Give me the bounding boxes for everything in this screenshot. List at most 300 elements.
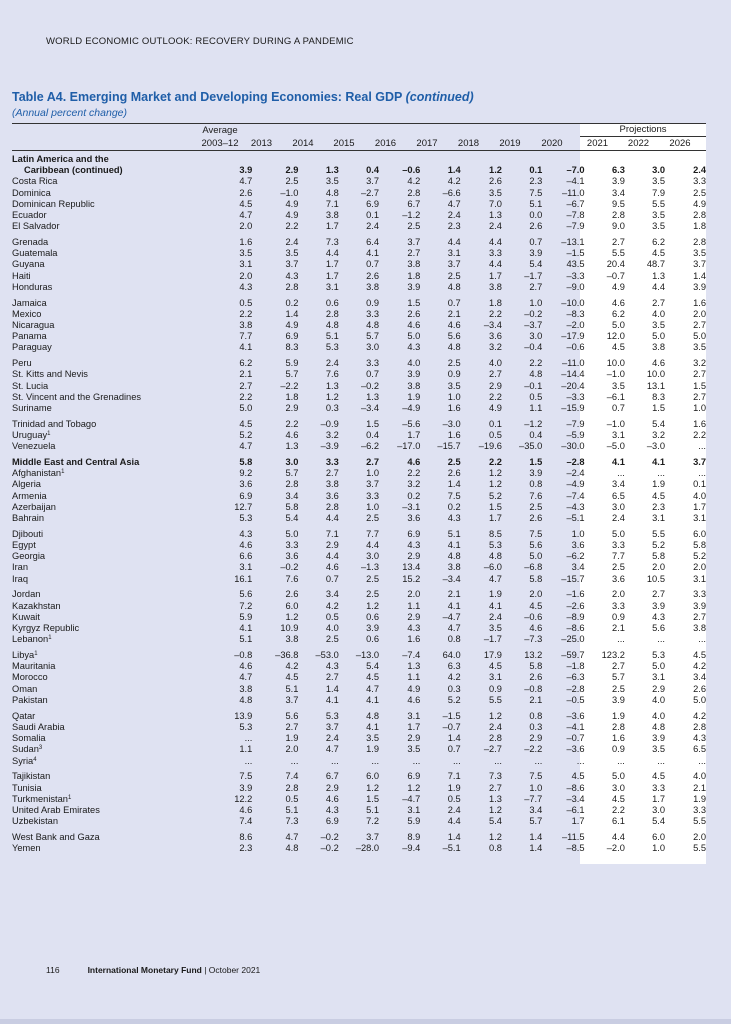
table-row [12, 794, 706, 805]
average-header-line2: 2003–12 [201, 138, 239, 149]
value-cell: 3.8 [693, 623, 706, 634]
value-cell: –7.0 [566, 165, 585, 176]
value-cell: 2.8 [693, 237, 706, 248]
value-cell: 2.8 [285, 782, 299, 793]
value-cell: 7.6 [529, 490, 543, 501]
value-cell: 4.5 [652, 248, 665, 259]
value-cell: 7.7 [239, 331, 253, 342]
footnote-marker: 1 [34, 651, 38, 658]
value-cell: 1.0 [366, 501, 380, 512]
value-cell: 2.9 [325, 782, 339, 793]
value-cell: 3.1 [489, 672, 502, 683]
value-cell: 1.4 [447, 831, 461, 842]
value-cell: 3.3 [611, 600, 625, 611]
value-cell: 3.9 [611, 176, 625, 187]
country-name: Jordan [12, 589, 41, 600]
value-cell: 6.4 [366, 237, 380, 248]
value-cell: 1.2 [489, 165, 502, 176]
value-cell: 2.9 [652, 683, 665, 694]
value-cell: 1.0 [529, 297, 543, 308]
value-cell: 3.6 [285, 551, 299, 562]
value-cell: 3.8 [325, 210, 339, 221]
value-cell: 5.2 [652, 540, 665, 551]
value-cell: 8.5 [489, 528, 502, 539]
value-cell: 4.6 [325, 793, 339, 804]
value-cell: 3.6 [325, 490, 339, 501]
row-label [12, 684, 209, 695]
value-cell: 2.7 [325, 468, 339, 479]
value-cell: 5.0 [611, 528, 625, 539]
value-cell: 6.9 [407, 528, 421, 539]
value-cell: –30.0 [561, 441, 585, 452]
country-name: Yemen [12, 843, 41, 854]
value-cell: 4.2 [447, 672, 461, 683]
value-cell: 3.4 [571, 562, 585, 573]
value-cell: 17.9 [483, 650, 502, 661]
value-cell: –11.5 [561, 831, 585, 842]
value-cell: 4.1 [447, 540, 461, 551]
value-cell: 3.3 [489, 248, 502, 259]
value-cell: 5.1 [366, 804, 380, 815]
value-cell: 5.0 [285, 528, 299, 539]
value-cell: 5.2 [239, 430, 253, 441]
value-cell: 5.9 [285, 358, 299, 369]
country-name: Saudi Arabia [12, 721, 65, 732]
country-name: Guyana [12, 259, 45, 270]
value-cell: 4.0 [693, 771, 706, 782]
table-row [12, 612, 706, 623]
value-cell: 2.6 [489, 176, 502, 187]
value-cell: 1.7 [489, 270, 502, 281]
value-cell: 2.7 [611, 661, 625, 672]
row-label [12, 342, 209, 353]
value-cell: 2.4 [325, 733, 339, 744]
value-cell: 3.0 [652, 804, 665, 815]
row-label [12, 767, 209, 783]
value-cell: 3.0 [529, 331, 543, 342]
value-cell: –1.5 [442, 710, 461, 721]
value-cell: –5.6 [402, 418, 421, 429]
value-cell: 6.1 [611, 816, 625, 827]
value-cell: –6.6 [442, 187, 461, 198]
value-cell: –4.9 [402, 403, 421, 414]
value-cell: 7.2 [366, 816, 380, 827]
value-cell: ... [244, 733, 253, 744]
value-cell: 5.6 [285, 710, 299, 721]
row-label [12, 672, 209, 683]
value-cell: 4.1 [239, 342, 253, 353]
value-cell: –3.9 [320, 441, 339, 452]
row-label [12, 282, 209, 293]
value-cell: 3.1 [407, 710, 421, 721]
row-label [12, 491, 209, 502]
value-cell: 4.8 [239, 694, 253, 705]
value-cell: 4.6 [447, 320, 461, 331]
value-cell: –3.4 [566, 793, 585, 804]
value-cell: 1.1 [239, 744, 253, 755]
value-cell: 4.7 [447, 623, 461, 634]
value-cell: 3.1 [447, 248, 461, 259]
value-cell: 10.0 [646, 369, 665, 380]
country-name: Dominica [12, 187, 51, 198]
row-label [12, 744, 209, 755]
row-label [12, 502, 209, 513]
value-cell: ... [657, 468, 665, 479]
value-cell: 4.9 [489, 403, 502, 414]
value-cell: 4.6 [529, 623, 543, 634]
country-name: Tunisia [12, 782, 42, 793]
value-cell: –3.3 [566, 270, 585, 281]
value-cell: 4.9 [285, 198, 299, 209]
value-cell: 0.7 [447, 744, 461, 755]
row-label [12, 248, 209, 259]
value-cell: 3.0 [652, 165, 665, 176]
value-cell: 3.8 [407, 259, 421, 270]
table-row [12, 783, 706, 794]
value-cell: 13.1 [646, 380, 665, 391]
value-cell: 7.0 [489, 198, 502, 209]
value-cell: 6.0 [285, 600, 299, 611]
value-cell: –20.4 [561, 380, 585, 391]
country-name: Somalia [12, 733, 46, 744]
value-cell: 3.5 [693, 248, 706, 259]
value-cell: 1.5 [529, 457, 543, 468]
value-cell: –7.7 [524, 793, 543, 804]
value-cell: 4.1 [325, 694, 339, 705]
value-cell: 5.5 [693, 843, 706, 854]
value-cell: 1.9 [407, 391, 421, 402]
country-name: Iran [12, 562, 29, 573]
value-cell: 4.7 [239, 441, 253, 452]
row-label [12, 392, 209, 403]
country-name: St. Kitts and Nevis [12, 369, 88, 380]
value-cell: 3.5 [489, 623, 502, 634]
value-cell: 8.9 [407, 831, 421, 842]
value-cell: 4.7 [239, 210, 253, 221]
value-cell: 3.7 [366, 479, 380, 490]
value-cell: 3.7 [285, 259, 299, 270]
value-cell: 6.9 [325, 816, 339, 827]
value-cell: 4.6 [611, 297, 625, 308]
value-cell: 3.6 [611, 573, 625, 584]
value-cell: 2.1 [529, 694, 543, 705]
value-cell: 0.6 [366, 634, 380, 645]
value-cell: 4.4 [447, 237, 461, 248]
value-cell: 2.4 [693, 165, 706, 176]
value-cell: 2.0 [611, 589, 625, 600]
value-cell: 4.6 [285, 430, 299, 441]
value-cell: 2.8 [693, 721, 706, 732]
country-name: Kyrgyz Republic [12, 623, 80, 634]
footnote-marker: 1 [67, 794, 72, 801]
row-label [12, 199, 209, 210]
row-label [12, 441, 209, 452]
value-cell: 2.7 [489, 782, 502, 793]
value-cell: 4.7 [489, 573, 502, 584]
value-cell: 7.5 [529, 771, 543, 782]
value-cell: ... [371, 755, 380, 766]
value-cell: 5.6 [529, 540, 543, 551]
value-cell: –1.0 [280, 187, 299, 198]
footnote-marker: 1 [48, 635, 52, 642]
value-cell: 6.2 [652, 237, 665, 248]
value-cell: 0.7 [366, 259, 380, 270]
value-cell: 3.8 [489, 281, 502, 292]
value-cell: 5.0 [693, 331, 706, 342]
value-cell: 3.5 [285, 248, 299, 259]
value-cell: 2.7 [366, 457, 380, 468]
value-cell: 3.7 [693, 457, 706, 468]
value-cell: 2.9 [529, 733, 543, 744]
value-cell: 1.8 [285, 391, 299, 402]
row-label [12, 271, 209, 282]
value-cell: –2.7 [483, 744, 502, 755]
country-name: Mexico [12, 308, 42, 319]
value-cell: 0.7 [611, 403, 625, 414]
value-cell: –1.6 [566, 589, 585, 600]
value-cell: 4.5 [652, 490, 665, 501]
value-cell: 1.4 [693, 270, 706, 281]
value-cell: 4.9 [285, 320, 299, 331]
section-label: Latin America and the [12, 154, 109, 164]
table-row [12, 634, 706, 645]
value-cell: 1.6 [611, 733, 625, 744]
value-cell: 4.4 [447, 816, 461, 827]
value-cell: 3.7 [407, 237, 421, 248]
value-cell: 4.7 [285, 831, 299, 842]
value-cell: ... [534, 755, 543, 766]
row-label [12, 430, 209, 441]
value-cell: –3.7 [524, 320, 543, 331]
value-cell: –0.6 [402, 165, 421, 176]
value-cell: 3.3 [366, 490, 380, 501]
value-cell: 1.2 [285, 611, 299, 622]
value-cell: 1.3 [325, 165, 339, 176]
country-name: Afghanistan [12, 468, 62, 479]
value-cell: 3.5 [366, 733, 380, 744]
value-cell: 7.1 [325, 528, 339, 539]
value-cell: 2.3 [239, 843, 253, 854]
country-name: Jamaica [12, 297, 47, 308]
value-cell: 1.6 [447, 403, 461, 414]
value-cell: ... [698, 755, 706, 766]
value-cell: 4.4 [489, 237, 502, 248]
value-cell: 5.0 [693, 694, 706, 705]
value-cell: 48.7 [646, 259, 665, 270]
table-row [12, 513, 706, 524]
value-cell: 5.3 [489, 540, 502, 551]
value-cell: 2.0 [693, 562, 706, 573]
value-cell: 1.3 [407, 661, 421, 672]
value-cell: 2.9 [407, 733, 421, 744]
value-cell: 4.0 [652, 710, 665, 721]
country-name: Armenia [12, 490, 47, 501]
header-bottom-rule [12, 150, 706, 151]
value-cell: 64.0 [442, 650, 461, 661]
value-cell: 13.9 [234, 710, 253, 721]
value-cell: 2.6 [447, 468, 461, 479]
value-cell: 13.2 [524, 650, 543, 661]
value-cell: 0.5 [489, 430, 502, 441]
value-cell: –0.8 [234, 650, 253, 661]
value-cell: 5.6 [447, 331, 461, 342]
value-cell: –1.2 [524, 418, 543, 429]
value-cell: 2.9 [285, 165, 299, 176]
value-cell: 0.8 [529, 710, 543, 721]
value-cell: –15.7 [437, 441, 461, 452]
value-cell: 7.5 [529, 528, 543, 539]
value-cell: 0.2 [447, 501, 461, 512]
value-cell: 1.5 [407, 297, 421, 308]
value-cell: –5.1 [442, 843, 461, 854]
table-row [12, 221, 706, 232]
value-cell: 5.0 [239, 403, 253, 414]
value-cell: 6.2 [611, 308, 625, 319]
value-cell: –2.8 [566, 457, 585, 468]
value-cell: 4.0 [693, 490, 706, 501]
value-cell: 3.9 [239, 782, 253, 793]
value-cell: 5.4 [489, 816, 502, 827]
value-cell: 5.3 [652, 650, 665, 661]
value-cell: –28.0 [355, 843, 380, 854]
value-cell: 2.5 [611, 683, 625, 694]
value-cell: 3.5 [652, 176, 665, 187]
value-cell: –2.0 [606, 843, 625, 854]
table-row [12, 354, 706, 370]
year-header-2017: 2017 [416, 138, 438, 149]
row-label [12, 816, 209, 827]
value-cell: 1.0 [529, 782, 543, 793]
value-cell: 12.0 [606, 331, 625, 342]
value-cell: 5.4 [652, 418, 665, 429]
value-cell: 3.9 [407, 369, 421, 380]
value-cell: –1.2 [402, 210, 421, 221]
table-row [12, 491, 706, 502]
country-name: Libya [12, 650, 35, 661]
value-cell: 3.7 [366, 176, 380, 187]
value-cell: –7.9 [566, 221, 585, 232]
value-cell: 1.5 [489, 501, 502, 512]
value-cell: 4.0 [652, 308, 665, 319]
value-cell: 1.2 [366, 600, 380, 611]
value-cell: –0.2 [320, 831, 339, 842]
value-cell: 4.9 [611, 281, 625, 292]
value-cell: 5.3 [325, 342, 339, 353]
value-cell: –25.0 [561, 634, 585, 645]
value-cell: 12.2 [234, 793, 253, 804]
country-name: St. Lucia [12, 380, 49, 391]
value-cell: 1.7 [407, 721, 421, 732]
value-cell: 4.4 [325, 248, 339, 259]
row-label [12, 414, 209, 430]
value-cell: 4.2 [407, 176, 421, 187]
value-cell: 0.2 [407, 490, 421, 501]
value-cell: 9.2 [239, 468, 253, 479]
year-header-2019: 2019 [499, 138, 521, 149]
value-cell: –4.9 [566, 479, 585, 490]
country-name: Uruguay [12, 430, 48, 441]
row-label [12, 403, 209, 414]
value-cell: –1.0 [606, 418, 625, 429]
table-title [12, 90, 474, 104]
row-label [12, 468, 209, 479]
value-cell: 15.2 [402, 573, 421, 584]
value-cell: 6.9 [285, 331, 299, 342]
row-label [12, 331, 209, 342]
value-cell: 4.3 [325, 804, 339, 815]
value-cell: 0.1 [489, 418, 502, 429]
value-cell: 5.1 [239, 634, 253, 645]
country-name: Middle East and Central Asia [12, 457, 140, 468]
title-text: Table A4. Emerging Market and Developing Economies: Real GDP [12, 90, 403, 104]
country-name: St. Vincent and the Grenadines [12, 391, 142, 402]
value-cell: 5.8 [693, 540, 706, 551]
value-cell: 9.5 [611, 198, 625, 209]
value-cell: ... [657, 755, 665, 766]
value-cell: 3.5 [407, 744, 421, 755]
value-cell: 3.9 [652, 733, 665, 744]
value-cell: 2.7 [529, 281, 543, 292]
country-name: Lebanon [12, 634, 49, 645]
value-cell: 5.6 [652, 623, 665, 634]
country-name: Tajikistan [12, 771, 51, 782]
value-cell: 7.6 [325, 369, 339, 380]
value-cell: –59.7 [561, 650, 585, 661]
value-cell: 6.7 [407, 198, 421, 209]
value-cell: 4.5 [652, 771, 665, 782]
value-cell: 1.0 [366, 468, 380, 479]
value-cell: 4.7 [325, 744, 339, 755]
value-cell: 1.4 [447, 479, 461, 490]
value-cell: 3.1 [239, 259, 253, 270]
year-header-2022: 2022 [627, 138, 650, 149]
table-row [12, 479, 706, 490]
value-cell: –5.1 [566, 513, 585, 524]
value-cell: 4.3 [285, 270, 299, 281]
value-cell: 4.3 [407, 342, 421, 353]
value-cell: 0.8 [447, 634, 461, 645]
country-name: Ecuador [12, 210, 47, 221]
value-cell: ... [657, 634, 665, 645]
value-cell: 2.7 [407, 248, 421, 259]
value-cell: 5.4 [652, 816, 665, 827]
value-cell: 6.5 [611, 490, 625, 501]
value-cell: 2.5 [285, 176, 299, 187]
table-row [12, 369, 706, 380]
country-name: Mauritania [12, 661, 56, 672]
value-cell: 2.6 [285, 589, 299, 600]
year-header-2016: 2016 [374, 138, 397, 149]
value-cell: 6.0 [693, 528, 706, 539]
value-cell: 3.4 [693, 672, 706, 683]
value-cell: ... [331, 755, 339, 766]
value-cell: 4.8 [529, 369, 543, 380]
value-cell: 2.0 [693, 308, 706, 319]
value-cell: 3.1 [652, 672, 665, 683]
value-cell: 2.4 [285, 237, 299, 248]
value-cell: 3.1 [693, 573, 706, 584]
value-cell: –3.1 [402, 501, 421, 512]
value-cell: 2.2 [489, 308, 502, 319]
value-cell: –15.9 [561, 403, 585, 414]
country-name: Bahrain [12, 513, 45, 524]
table-row [12, 843, 706, 854]
value-cell: 4.1 [239, 623, 253, 634]
value-cell: 2.8 [325, 308, 339, 319]
value-cell: 5.7 [366, 331, 380, 342]
value-cell: 2.5 [366, 513, 380, 524]
country-name: Djibouti [12, 528, 44, 539]
